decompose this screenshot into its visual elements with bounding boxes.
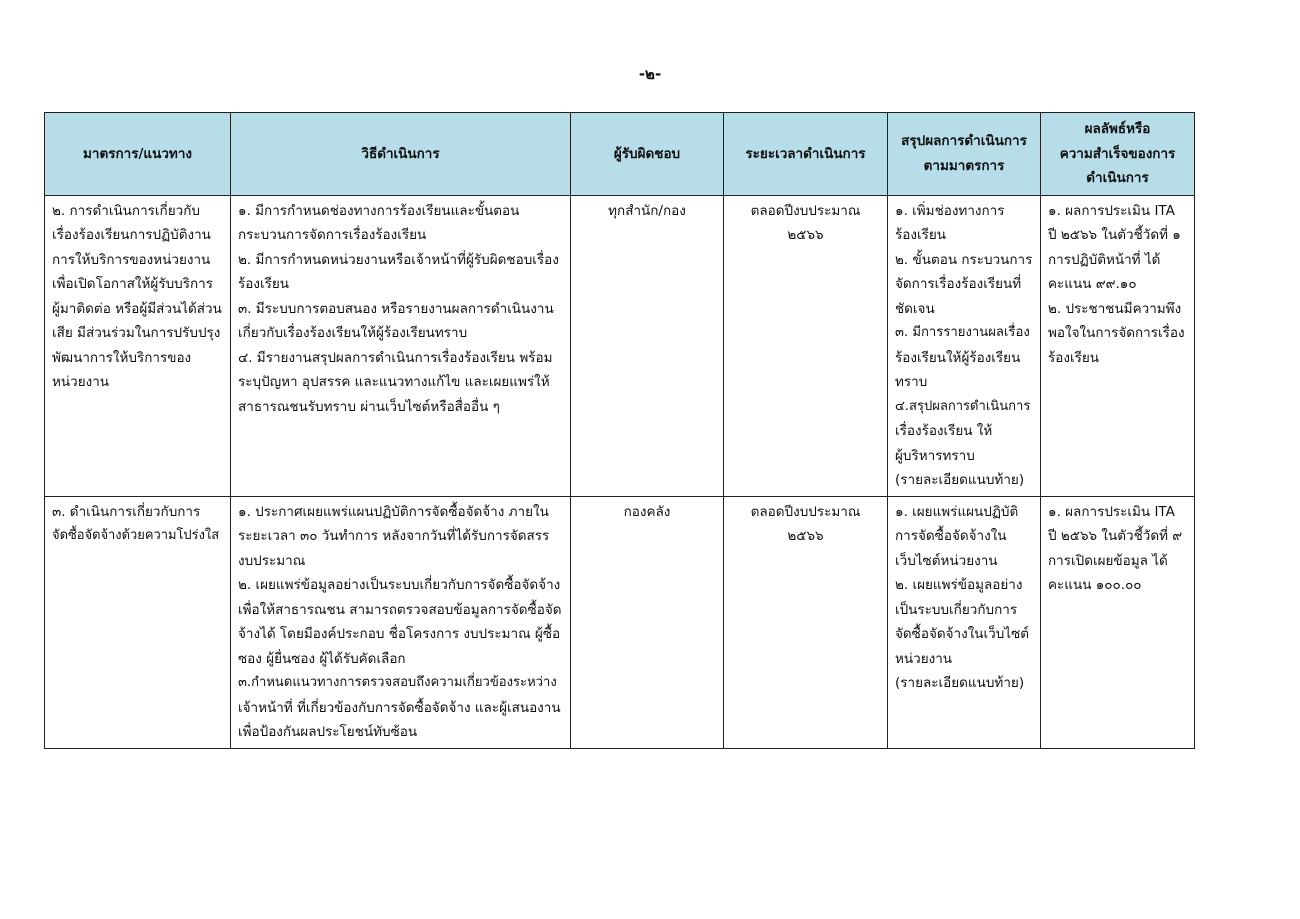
cell-result (1041, 195, 1195, 496)
cell-line: ร้องเรียน (238, 276, 289, 292)
cell-line: กระบวนการจัดการเรื่องร้องเรียน (238, 227, 427, 243)
cell-line: หน่วยงาน (895, 650, 953, 667)
cell-line: ตลอดปีงบประมาณ (750, 503, 861, 520)
header-method (231, 113, 571, 196)
cell-line: จ้างได้ โดยมีองค์ประกอบ ชื่อโครงการ งบประมาณ ผู้ซื้อ (238, 626, 561, 642)
cell-line: เพื่อให้สาธารณชน สามารถตรวจสอบข้อมูลการจัดซื้อจัด (238, 601, 562, 618)
cell-line: การปฏิบัติหน้าที่ ได้ (1048, 251, 1161, 268)
cell-line: ทราบ (895, 374, 928, 390)
cell-line: คะแนน ๙๙.๑๐ (1048, 276, 1137, 292)
cell-line: ผู้มาติดต่อ หรือผู้มีส่วนได้ส่วน (52, 300, 222, 317)
cell-line: การให้บริการของหน่วยงาน (52, 251, 211, 268)
cell-line: เรื่องร้องเรียนการปฏิบัติงาน (52, 227, 211, 243)
cell-line: ๑. เผยแพร่แผนปฏิบัติ (895, 503, 1019, 520)
cell-method (231, 195, 571, 496)
header-responsible (571, 113, 724, 196)
cell-line: ชัดเจน (895, 300, 935, 317)
cell-line: ๒๕๖๖ (787, 528, 824, 544)
cell-line: ๓. มีการรายงานผลเรื่อง (895, 325, 1030, 340)
cell-line: ระยะเวลา ๓๐ วันทำการ หลังจากวันที่ได้รับการจัดสรร (238, 528, 550, 544)
cell-line: ร้องเรียน (895, 227, 946, 243)
cell-measure (45, 195, 231, 496)
cell-line: ซอง ผู้ยื่นซอง ผู้ได้รับคัดเลือก (238, 650, 406, 667)
cell-line: ปี ๒๕๖๖ ในตัวชี้วัดที่ ๙ (1048, 528, 1183, 544)
cell-line: ๑. ประกาศเผยแพร่แผนปฏิบัติการจัดซื้อจัดจ้าง ภายใน (238, 503, 549, 520)
cell-period (724, 496, 888, 748)
cell-line: ตามมาตรการ (923, 157, 1005, 174)
cell-responsible: ทุกสำนัก/กอง (571, 195, 724, 496)
cell-line: เสีย มีส่วนร่วมในการปรับปรุง (52, 325, 221, 341)
cell-line: ๑. เพิ่มช่องทางการ (895, 202, 1005, 219)
cell-line: ความสำเร็จของการ (1059, 145, 1176, 162)
page-number: -๒- (638, 65, 662, 83)
cell-line: ๓. ดำเนินการเกี่ยวกับการ (52, 503, 201, 520)
cell-line: ระบุปัญหา อุปสรรค และแนวทางแก้ไข และเผยแพร่ให้ (238, 374, 550, 390)
cell-line: ๒. เผยแพร่ข้อมูลอย่าง (895, 577, 1023, 593)
table-header-row (45, 113, 1195, 196)
cell-line: พัฒนาการให้บริการของ (52, 349, 192, 366)
cell-line: ปี ๒๕๖๖ ในตัวชี้วัดที่ ๑ (1048, 227, 1181, 243)
cell-line: หน่วยงาน (52, 374, 110, 390)
cell-line: เว็บไซต์หน่วยงาน (895, 552, 998, 569)
cell-line: สรุปผลการดำเนินการ (901, 133, 1027, 150)
cell-line: ร้องเรียน (1048, 349, 1099, 366)
cell-line: ระยะเวลาดำเนินการ (745, 145, 866, 162)
cell-line: การเปิดเผยข้อมูล ได้ (1048, 552, 1168, 569)
cell-line: ๑. ผลการประเมิน ITA (1048, 202, 1175, 219)
cell-period (724, 195, 888, 496)
cell-line: (รายละเอียดแนบท้าย) (895, 675, 1025, 691)
cell-line: ๒. ประชาชนมีความพึง (1048, 300, 1182, 317)
cell-line: เจ้าหน้าที่ ที่เกี่ยวข้องกับการจัดซื้อจัดจ้าง และผู้เสนองาน (238, 699, 561, 716)
cell-line: ๔.สรุปผลการดำเนินการ (895, 398, 1031, 414)
cell-line: เกี่ยวกับเรื่องร้องเรียนให้ผู้ร้องเรียนทราบ (238, 325, 468, 341)
cell-line: ตลอดปีงบประมาณ (750, 202, 861, 219)
cell-measure (45, 496, 231, 748)
cell-summary (888, 496, 1041, 748)
cell-line: ดำเนินการ (1086, 170, 1149, 186)
cell-line: เพื่อเปิดโอกาสให้ผู้รับบริการ (52, 276, 213, 292)
cell-line: เป็นระบบเกี่ยวกับการ (895, 601, 1018, 618)
cell-line: ๒. มีการกำหนดหน่วยงานหรือเจ้าหน้าที่ผู้รับผิดชอบเรื่อง (238, 251, 559, 268)
table-row (45, 496, 1195, 748)
cell-line: จัดซื้อจัดจ้างในเว็บไซต์ (895, 626, 1030, 642)
cell-line: ๒๕๖๖ (787, 227, 824, 243)
cell-line: เพื่อป้องกันผลประโยชน์ทับซ้อน (238, 724, 418, 740)
cell-line: ๑. ผลการประเมิน ITA (1048, 503, 1175, 520)
cell-line: พอใจในการจัดการเรื่อง (1048, 325, 1185, 341)
cell-line: ร้องเรียนให้ผู้ร้องเรียน (895, 349, 1021, 366)
cell-line: มาตรการ/แนวทาง (82, 145, 192, 162)
cell-line: การจัดซื้อจัดจ้างใน (895, 528, 1007, 544)
cell-line: จัดการเรื่องร้องเรียนที่ (895, 276, 1022, 292)
cell-line: สาธารณชนรับทราบ ผ่านเว็บไซต์หรือสื่ออื่น ๆ (238, 398, 500, 415)
cell-line: ๒. การดำเนินการเกี่ยวกับ (52, 202, 200, 219)
cell-line: งบประมาณ (238, 552, 306, 569)
cell-line: คะแนน ๑๐๐.๐๐ (1048, 577, 1142, 593)
cell-result (1041, 496, 1195, 748)
cell-line: ๓. มีระบบการตอบสนอง หรือรายงานผลการดำเนินงาน (238, 300, 554, 317)
table-row (45, 195, 1195, 496)
cell-line: ๑. มีการกำหนดช่องทางการร้องเรียนและขั้นตอน (238, 202, 520, 219)
cell-line: ๒. ขั้นตอน กระบวนการ (895, 251, 1033, 268)
cell-responsible: กองคลัง (571, 496, 724, 748)
header-measure (45, 113, 231, 196)
cell-line: ๓.กำหนดแนวทางการตรวจสอบถึงความเกี่ยวข้องระหว่าง (238, 675, 557, 690)
action-plan-table (44, 112, 1195, 749)
cell-line: (รายละเอียดแนบท้าย) (895, 472, 1025, 488)
cell-method (231, 496, 571, 748)
cell-line: ผลลัพธ์หรือ (1084, 121, 1151, 137)
header-period (724, 113, 888, 196)
cell-line: เรื่องร้องเรียน ให้ (895, 423, 993, 439)
cell-line: ผู้บริหารทราบ (895, 447, 975, 464)
cell-line: ผู้รับผิดชอบ (613, 145, 681, 162)
cell-line: ๔. มีรายงานสรุปผลการดำเนินการเรื่องร้องเรียน พร้อม (238, 349, 553, 366)
cell-summary (888, 195, 1041, 496)
header-result (1041, 113, 1195, 196)
header-summary (888, 113, 1041, 196)
cell-line: ๒. เผยแพร่ข้อมูลอย่างเป็นระบบเกี่ยวกับการจัดซื้อจัดจ้าง (238, 577, 561, 593)
cell-line: จัดซื้อจัดจ้างด้วยความโปร่งใส (52, 528, 220, 543)
cell-line: วิธีดำเนินการ (361, 145, 440, 162)
